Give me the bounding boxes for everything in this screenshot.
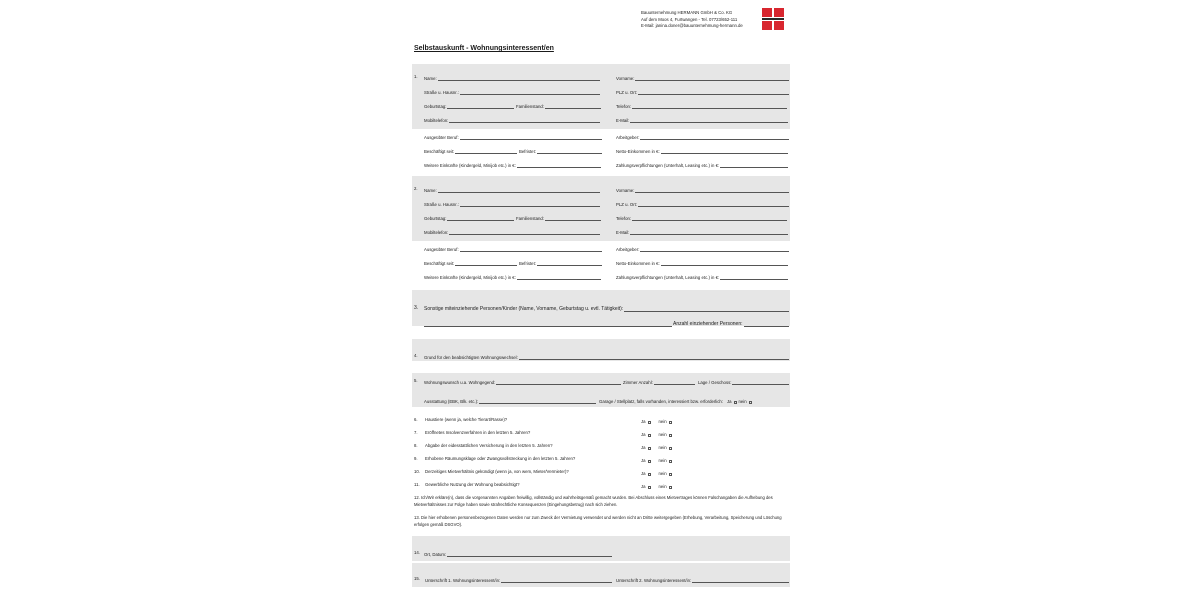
weitere-input-line[interactable] <box>517 163 601 168</box>
garage-nein-checkbox[interactable] <box>749 401 752 404</box>
familienstand-label: Familienstand: <box>516 104 544 109</box>
ja-checkbox[interactable] <box>648 473 651 476</box>
ja-checkbox[interactable] <box>648 460 651 463</box>
question-row <box>412 443 790 451</box>
strasse-input-line[interactable] <box>460 90 600 95</box>
applicant-row <box>412 273 790 281</box>
nein-checkbox[interactable] <box>669 421 672 424</box>
geburtstag-input-line[interactable] <box>447 104 514 109</box>
lage-input-line[interactable] <box>732 380 789 385</box>
anzahl-label: Anzahl einziehender Personen: <box>673 321 743 327</box>
wohnungswunsch-label: Wohnungswunsch u.a. Wohngegend: <box>424 380 496 385</box>
familienstand-input-line[interactable] <box>545 104 601 109</box>
ja-checkbox[interactable] <box>648 486 651 489</box>
nein-label: nein <box>658 445 667 450</box>
beruf-input-line[interactable] <box>460 135 602 140</box>
section-number: 1. <box>414 74 418 79</box>
arbeitgeber-label: Arbeitgeber: <box>616 135 640 140</box>
ja-label: Ja <box>641 471 646 476</box>
signature-2-label: Unterschrift 2. Wohnungsinteressent/in: <box>616 578 692 583</box>
email-input-line[interactable] <box>630 118 788 123</box>
garage-label: Garage / Stellplatz, falls vorhanden, interessiert bzw. erforderlich: <box>599 399 723 404</box>
email-label: E-Mail: <box>616 230 630 235</box>
ja-checkbox[interactable] <box>648 421 651 424</box>
ja-label: Ja <box>641 445 646 450</box>
company-line-2: Auf dem Moos 4, Furtwangen - Tel. 07723/652-111 <box>641 16 738 22</box>
strasse-input-line[interactable] <box>460 202 600 207</box>
applicant-row <box>412 116 790 124</box>
mobil-input-line[interactable] <box>449 118 600 123</box>
netto-label: Netto-Einkommen in €: <box>616 261 660 266</box>
mobil-label: Mobiltelefon: <box>424 118 449 123</box>
applicant-row <box>412 74 790 82</box>
section-number: 14. <box>414 550 420 555</box>
garage-ja-label: Ja <box>726 399 732 404</box>
netto-label: Netto-Einkommen in €: <box>616 149 660 154</box>
name-label: Name: <box>424 188 437 193</box>
question-text: Erhobene Räumungsklage oder Zwangsvollstreckung in den letzten 5. Jahren? <box>425 456 576 461</box>
beschaeftigt-input-line[interactable] <box>455 149 517 154</box>
section-14-row <box>412 550 790 558</box>
signature-2-line[interactable] <box>692 578 789 583</box>
ja-label: Ja <box>641 458 646 463</box>
applicant-row <box>412 147 790 155</box>
geburtstag-input-line[interactable] <box>447 216 514 221</box>
weitere-label: Weitere Einkünfte (Kindergeld, Minijob etc.) in €: <box>424 275 516 280</box>
section-number: 8. <box>414 443 418 448</box>
name-input-line[interactable] <box>438 188 600 193</box>
applicant-row <box>412 214 790 222</box>
familienstand-label: Familienstand: <box>516 216 544 221</box>
garage-ja-checkbox[interactable] <box>734 401 737 404</box>
applicant-row <box>412 161 790 169</box>
plz-input-line[interactable] <box>638 90 789 95</box>
befristet-label: Befristet: <box>519 261 536 266</box>
telefon-label: Telefon: <box>616 216 632 221</box>
question-text: Derzeitiges Mietverhältnis gekündigt (wenn ja, von wem, Mieter/Vermieter)? <box>425 469 569 474</box>
section-number: 5. <box>414 378 418 383</box>
vorname-input-line[interactable] <box>635 76 789 81</box>
nein-label: nein <box>658 432 667 437</box>
section-number: 3. <box>414 305 419 311</box>
ort-datum-label: Ort, Datum: <box>424 552 447 557</box>
section-3-persons-line[interactable] <box>424 322 672 327</box>
company-line-3: E-Mail: janina.doner@bauunternehmung-hermann.de <box>641 23 743 29</box>
question-row <box>412 469 790 477</box>
strasse-label: Straße u. Hausnr.: <box>424 90 459 95</box>
applicant-row <box>412 228 790 236</box>
nein-checkbox[interactable] <box>669 434 672 437</box>
section-12 <box>414 495 790 508</box>
telefon-input-line[interactable] <box>632 216 787 221</box>
anzahl-input-line[interactable] <box>744 322 790 327</box>
section-15-row <box>412 576 790 584</box>
garage-nein-label: nein <box>738 399 747 404</box>
nein-checkbox[interactable] <box>669 460 672 463</box>
applicant-row <box>412 133 790 141</box>
question-text: Haustiere (wenn ja, welche Tierart/Rasse)? <box>425 417 508 422</box>
vorname-label: Vorname: <box>616 188 635 193</box>
nein-checkbox[interactable] <box>669 447 672 450</box>
weitere-label: Weitere Einkünfte (Kindergeld, Minijob etc.) in €: <box>424 163 516 168</box>
section-3-input-line[interactable] <box>624 307 789 312</box>
ort-datum-input-line[interactable] <box>447 552 612 557</box>
vorname-label: Vorname: <box>616 76 635 81</box>
signature-1-label: Unterschrift 1. Wohnungsinteressent/in: <box>425 578 501 583</box>
section-number: 15. <box>414 576 420 581</box>
zimmer-label: Zimmer Anzahl: <box>623 380 653 385</box>
section-4-row <box>412 353 790 361</box>
beruf-label: Ausgeübter Beruf: <box>424 247 459 252</box>
company-logo-icon <box>761 8 785 30</box>
applicant-row <box>412 245 790 253</box>
familienstand-input-line[interactable] <box>545 216 601 221</box>
section-number: 11. <box>414 482 420 487</box>
arbeitgeber-input-line[interactable] <box>640 247 789 252</box>
plz-input-line[interactable] <box>638 202 789 207</box>
section-5-row-2 <box>412 397 790 405</box>
section-13 <box>414 515 790 528</box>
zahlung-input-line[interactable] <box>720 275 788 280</box>
arbeitgeber-input-line[interactable] <box>640 135 789 140</box>
section-5-row <box>412 378 790 386</box>
nein-label: nein <box>658 471 667 476</box>
section-number: 10. <box>414 469 420 474</box>
company-address <box>641 10 743 30</box>
section-number: 12. <box>414 495 420 500</box>
ja-label: Ja <box>641 419 646 424</box>
zimmer-input-line[interactable] <box>654 380 695 385</box>
applicant-row <box>412 186 790 194</box>
applicant-row <box>412 259 790 267</box>
beschaeftigt-label: Beschäftigt seit: <box>424 149 455 154</box>
question-row <box>412 482 790 490</box>
telefon-input-line[interactable] <box>632 104 787 109</box>
question-row <box>412 430 790 438</box>
section-3-row <box>412 305 790 313</box>
nein-label: nein <box>658 419 667 424</box>
beschaeftigt-label: Beschäftigt seit: <box>424 261 455 266</box>
section-13-text: Die hier erhobenen personenbezogenen Daten werden nur zum Zweck der Vermietung verwendet und werden nicht an Dritte weitergegeben (Erhebung, Verarbeitung, Speicherung und Löschung erfolgen gemäß DSGVO). <box>414 515 782 527</box>
weitere-input-line[interactable] <box>517 275 601 280</box>
wohnungswunsch-input-line[interactable] <box>496 380 621 385</box>
mobil-input-line[interactable] <box>449 230 600 235</box>
mobil-label: Mobiltelefon: <box>424 230 449 235</box>
ja-checkbox[interactable] <box>648 447 651 450</box>
plz-label: PLZ u. Ort: <box>616 90 638 95</box>
name-label: Name: <box>424 76 437 81</box>
section-number: 9. <box>414 456 418 461</box>
section-number: 2. <box>414 186 418 191</box>
ja-label: Ja <box>641 432 646 437</box>
beruf-input-line[interactable] <box>460 247 602 252</box>
signature-1-line[interactable] <box>501 578 612 583</box>
section-4-label: Grund für den beabsichtigten Wohnungswechsel: <box>424 355 518 360</box>
section-number: 4. <box>414 353 418 358</box>
question-text: Eröffnetes Insolvenzverfahren in den letzten 5. Jahren? <box>425 430 531 435</box>
company-line-1: Bauunternehmung HERMANN GmbH & Co. KG <box>641 10 733 15</box>
section-number: 6. <box>414 417 418 422</box>
question-text: Abgabe der eidesstattlichen Versicherung in den letzten 5. Jahren? <box>425 443 553 448</box>
zahlung-input-line[interactable] <box>720 163 788 168</box>
befristet-input-line[interactable] <box>537 261 602 266</box>
question-text: Gewerbliche Nutzung der Wohnung beabsichtigt? <box>425 482 520 487</box>
section-3-row-2 <box>412 320 790 328</box>
netto-input-line[interactable] <box>661 149 788 154</box>
ausstattung-label: Ausstattung (EBK, Blk. etc.): <box>424 399 479 404</box>
ja-checkbox[interactable] <box>648 434 651 437</box>
arbeitgeber-label: Arbeitgeber: <box>616 247 640 252</box>
applicant-row <box>412 200 790 208</box>
zahlung-label: Zahlungsverpflichtungen (Unterhalt, Leasing etc.) in €: <box>616 275 720 280</box>
ja-label: Ja <box>641 484 646 489</box>
section-number: 13. <box>414 515 420 520</box>
section-number: 7. <box>414 430 418 435</box>
nein-checkbox[interactable] <box>669 473 672 476</box>
nein-label: nein <box>658 484 667 489</box>
ausstattung-input-line[interactable] <box>479 399 596 404</box>
beschaeftigt-input-line[interactable] <box>455 261 517 266</box>
question-row <box>412 417 790 425</box>
nein-checkbox[interactable] <box>669 486 672 489</box>
section-12-text: Ich/Wir erkläre(n), dass die vorgenannten Angaben freiwillig, vollständig und wahrheitsgemäß gemacht wurden. Bei Abschluss eines Mietvertrages können Falschangaben die Aufhebung des Mietverhältnisses zur Folge haben sowie strafrechtliche Konsequenzen (Eingehungsbetrug) nach sich ziehen. <box>414 495 773 507</box>
applicant-row <box>412 102 790 110</box>
befristet-input-line[interactable] <box>537 149 602 154</box>
netto-input-line[interactable] <box>661 261 788 266</box>
lage-label: Lage / Geschoss: <box>698 380 732 385</box>
telefon-label: Telefon: <box>616 104 632 109</box>
page-title: Selbstauskunft - Wohnungsinteressent/en <box>414 45 554 52</box>
section-3-label: Sonstige miteinziehende Personen/Kinder (Name, Vorname, Geburtstag u. evtl. Tätigkeit): <box>424 306 624 312</box>
applicant-row <box>412 88 790 96</box>
vorname-input-line[interactable] <box>635 188 789 193</box>
email-input-line[interactable] <box>630 230 788 235</box>
befristet-label: Befristet: <box>519 149 536 154</box>
question-row <box>412 456 790 464</box>
zahlung-label: Zahlungsverpflichtungen (Unterhalt, Leasing etc.) in €: <box>616 163 720 168</box>
plz-label: PLZ u. Ort: <box>616 202 638 207</box>
email-label: E-Mail: <box>616 118 630 123</box>
nein-label: nein <box>658 458 667 463</box>
geburtstag-label: Geburtstag: <box>424 104 447 109</box>
name-input-line[interactable] <box>438 76 600 81</box>
geburtstag-label: Geburtstag: <box>424 216 447 221</box>
beruf-label: Ausgeübter Beruf: <box>424 135 459 140</box>
section-4-input-line[interactable] <box>519 355 789 360</box>
strasse-label: Straße u. Hausnr.: <box>424 202 459 207</box>
